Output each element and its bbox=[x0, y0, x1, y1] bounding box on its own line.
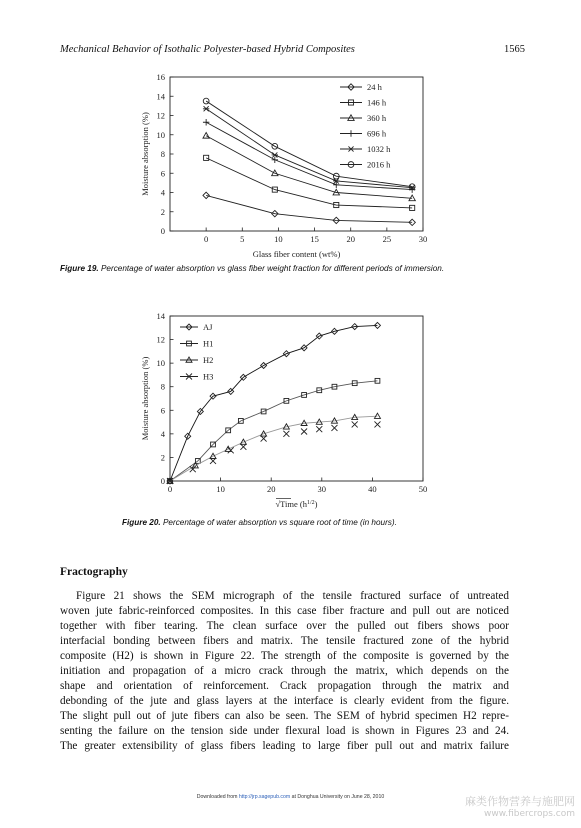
x-axis-label: √Time $(h^{1/2})$ bbox=[275, 499, 318, 509]
legend-label: 24 h bbox=[367, 82, 382, 92]
series-h2 bbox=[167, 413, 380, 483]
x-tick-label: 50 bbox=[418, 484, 428, 494]
y-tick-label: 4 bbox=[160, 187, 165, 198]
x-tick-label: 30 bbox=[317, 484, 327, 494]
x-tick-label: 0 bbox=[167, 484, 173, 494]
y-tick-label: 10 bbox=[156, 358, 165, 369]
legend-label: H3 bbox=[203, 371, 214, 382]
paragraph-line: senting the failure on the tension side under flexural load is shown in Figures 23 and 24. bbox=[60, 725, 509, 737]
footer-link[interactable]: http://jrp.sagepub.com bbox=[238, 794, 291, 800]
legend-label: H1 bbox=[203, 338, 214, 349]
y-tick-label: 6 bbox=[160, 168, 165, 179]
paragraph-line: debonding of the jute and glass layers at the interface is clearly evident from the figure. bbox=[60, 695, 509, 707]
figure-19-chart bbox=[0, 0, 581, 260]
y-tick-label: 8 bbox=[160, 149, 165, 159]
paragraph-line: shape and orientation of reinforcement. Crack propagation through the matrix and bbox=[60, 680, 509, 692]
y-tick-label: 16 bbox=[156, 72, 165, 82]
y-tick-label: 12 bbox=[156, 334, 165, 345]
data-point bbox=[374, 413, 380, 418]
legend-label: 696 h bbox=[367, 128, 387, 139]
footer-suffix: at Donghua University on June 28, 2010 bbox=[290, 794, 385, 800]
paragraph-line: together with fiber tearing. The clean surface over the pulled out fibers shows poor bbox=[60, 620, 509, 632]
paragraph-line: The slight pull out of jute fibers can also be seen. The SEM of hybrid specimen H2 repre- bbox=[60, 710, 509, 722]
y-tick-label: 2 bbox=[160, 452, 165, 463]
legend-label: H2 bbox=[203, 355, 214, 365]
y-tick-label: 10 bbox=[156, 129, 165, 140]
y-tick-label: 2 bbox=[160, 206, 165, 217]
legend-label: 1032 h bbox=[367, 144, 391, 154]
paragraph-line: initiation and propagation of a micro crack through the matrix, which depends on the bbox=[60, 665, 509, 677]
section-heading: Fractography bbox=[60, 566, 128, 578]
x-tick-label: 20 bbox=[346, 234, 355, 244]
x-axis-label-suffix: ) bbox=[314, 499, 318, 509]
x-tick-label: 30 bbox=[418, 234, 428, 244]
legend-marker bbox=[348, 146, 354, 151]
y-tick-label: 12 bbox=[156, 110, 165, 121]
y-tick-label: 6 bbox=[160, 405, 165, 416]
body-paragraph bbox=[60, 589, 509, 754]
series-24-h bbox=[203, 192, 415, 225]
running-title: Mechanical Behavior of Isothalic Polyester-based Hybrid Composites bbox=[60, 44, 355, 55]
watermark-line-1: 麻类作物营养与施肥网 bbox=[465, 795, 575, 808]
legend-label: 360 h bbox=[367, 113, 387, 123]
data-point bbox=[374, 421, 380, 427]
data-point bbox=[203, 106, 209, 111]
page-number: 1565 bbox=[504, 44, 525, 55]
data-point bbox=[203, 133, 209, 139]
paragraph-line: Figure 21 shows the SEM micrograph of the tensile fractured surface of untreated bbox=[76, 590, 509, 602]
x-axis-label-superscript: 1/2 bbox=[307, 500, 315, 506]
y-axis-label: Moisture absorption (%) bbox=[140, 356, 150, 441]
figure-20-label: Figure 20. bbox=[122, 518, 161, 527]
data-point bbox=[331, 425, 337, 431]
footer-prefix: Downloaded from bbox=[196, 794, 239, 800]
x-tick-label: 10 bbox=[216, 484, 225, 494]
y-axis-label: Moisture absorption (%) bbox=[140, 112, 150, 196]
paragraph-line: composite (H2) is shown in Figure 22. The strength of the composite is governed by the bbox=[60, 650, 509, 662]
data-point bbox=[204, 155, 209, 160]
y-tick-label: 0 bbox=[160, 476, 165, 486]
x-tick-label: 5 bbox=[240, 234, 245, 244]
data-point bbox=[301, 429, 307, 435]
y-tick-label: 8 bbox=[160, 381, 165, 392]
y-tick-label: 4 bbox=[160, 428, 165, 439]
y-tick-label: 14 bbox=[156, 311, 165, 321]
figure-20-caption bbox=[122, 518, 397, 527]
x-tick-label: 40 bbox=[368, 484, 377, 494]
paragraph-line: The greater extensibility of glass fibers leading to large fiber pull out and matrix failure bbox=[60, 740, 509, 752]
data-point bbox=[316, 426, 322, 432]
legend-label: 146 h bbox=[367, 97, 387, 108]
x-axis-label: Glass fiber content (wt%) bbox=[252, 249, 341, 259]
legend-marker bbox=[348, 130, 354, 136]
figure-19-caption-text: Percentage of water absorption vs glass fiber weight fraction for different periods of immersion. bbox=[100, 264, 445, 273]
figure-20-caption-text: Percentage of water absorption vs square root of time (in hours). bbox=[162, 518, 397, 527]
watermark-line-2: www.fibercrops.com bbox=[484, 809, 575, 819]
y-tick-label: 14 bbox=[156, 91, 165, 102]
x-tick-label: 10 bbox=[274, 234, 283, 244]
watermark bbox=[425, 796, 575, 820]
figure-19-label: Figure 19. bbox=[60, 264, 99, 273]
x-tick-label: 0 bbox=[204, 234, 209, 244]
x-tick-label: 15 bbox=[310, 234, 319, 244]
figure-19-caption bbox=[60, 264, 444, 273]
y-tick-label: 0 bbox=[160, 226, 165, 236]
data-point bbox=[283, 431, 289, 437]
paragraph-line: woven jute fabric-reinforced composites. In this case fiber fracture and pull out are noticed bbox=[60, 605, 509, 617]
data-point bbox=[203, 119, 209, 125]
figure-20-chart bbox=[0, 300, 581, 520]
series-line bbox=[206, 195, 412, 222]
series-line bbox=[170, 416, 377, 481]
legend-label: AJ bbox=[203, 322, 213, 332]
paragraph-line: interfacial bonding between fibers and matrix. The tensile fractured zone of the hybrid bbox=[60, 635, 509, 647]
x-tick-label: 25 bbox=[382, 234, 392, 244]
legend-label: 2016 h bbox=[367, 159, 391, 170]
x-tick-label: 20 bbox=[266, 484, 276, 494]
data-point bbox=[352, 421, 358, 427]
